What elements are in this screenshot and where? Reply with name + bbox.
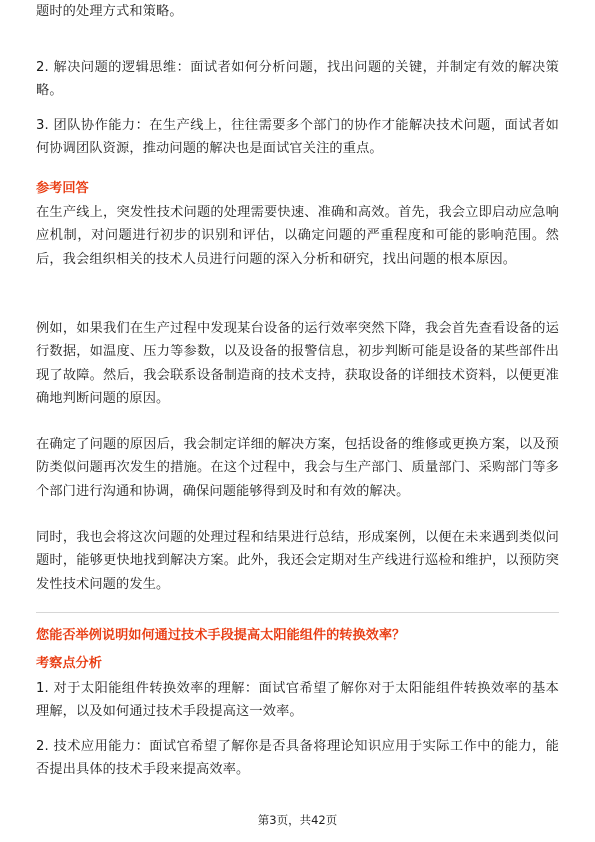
- section-divider: [36, 612, 559, 613]
- analysis-point-2: 2. 解决问题的逻辑思维：面试者如何分析问题，找出问题的关键，并制定有效的解决策略。: [36, 60, 559, 99]
- document-page: [36, 0, 559, 842]
- answer-paragraph-1: 在生产线上，突发性技术问题的处理需要快速、准确和高效。首先，我会立即启动应急响应机制，对问题进行初步的识别和评估，以确定问题的严重程度和可能的影响范围。然后，我会组织相关的技术人员进行问题的深入分析和研究，找出问题的根本原因。: [36, 205, 559, 267]
- answer-paragraph-4: 同时，我也会将这次问题的处理过程和结果进行总结，形成案例，以便在未来遇到类似问题时，能够更快地找到解决方案。此外，我还会定期对生产线进行巡检和维护，以预防突发性技术问题的发生。: [36, 530, 559, 592]
- analysis-point-1: 1. 对于太阳能组件转换效率的理解：面试官希望了解你对于太阳能组件转换效率的基本理解，以及如何通过技术手段提高这一效率。: [36, 681, 559, 720]
- question-title: 您能否举例说明如何通过技术手段提高太阳能组件的转换效率？: [36, 628, 406, 643]
- analysis-point-3: 3. 团队协作能力：在生产线上，往往需要多个部门的协作才能解决技术问题，面试者如何协调团队资源，推动问题的解决也是面试官关注的重点。: [36, 118, 559, 157]
- analysis-heading: 考察点分析: [36, 656, 102, 671]
- answer-paragraph-3: 在确定了问题的原因后，我会制定详细的解决方案，包括设备的维修或更换方案，以及预防类似问题再次发生的措施。在这个过程中，我会与生产部门、质量部门、采购部门等多个部门进行沟通和协调，确保问题能够得到及时和有效的解决。: [36, 437, 559, 499]
- analysis-point-2-next: 2. 技术应用能力：面试官希望了解你是否具备将理论知识应用于实际工作中的能力，能否提出具体的技术手段来提高效率。: [36, 739, 559, 778]
- answer-paragraph-2: 例如，如果我们在生产过程中发现某台设备的运行效率突然下降，我会首先查看设备的运行数据，如温度、压力等参数，以及设备的报警信息，初步判断可能是设备的某些部件出现了故障。然后，我会联系设备制造商的技术支持，获取设备的详细技术资料，以便更准确地判断问题的原因。: [36, 321, 559, 406]
- page-number: 第3页，共42页: [257, 813, 338, 827]
- paragraph-continuation: 题时的处理方式和策略。: [36, 4, 183, 19]
- answer-heading: 参考回答: [36, 181, 89, 196]
